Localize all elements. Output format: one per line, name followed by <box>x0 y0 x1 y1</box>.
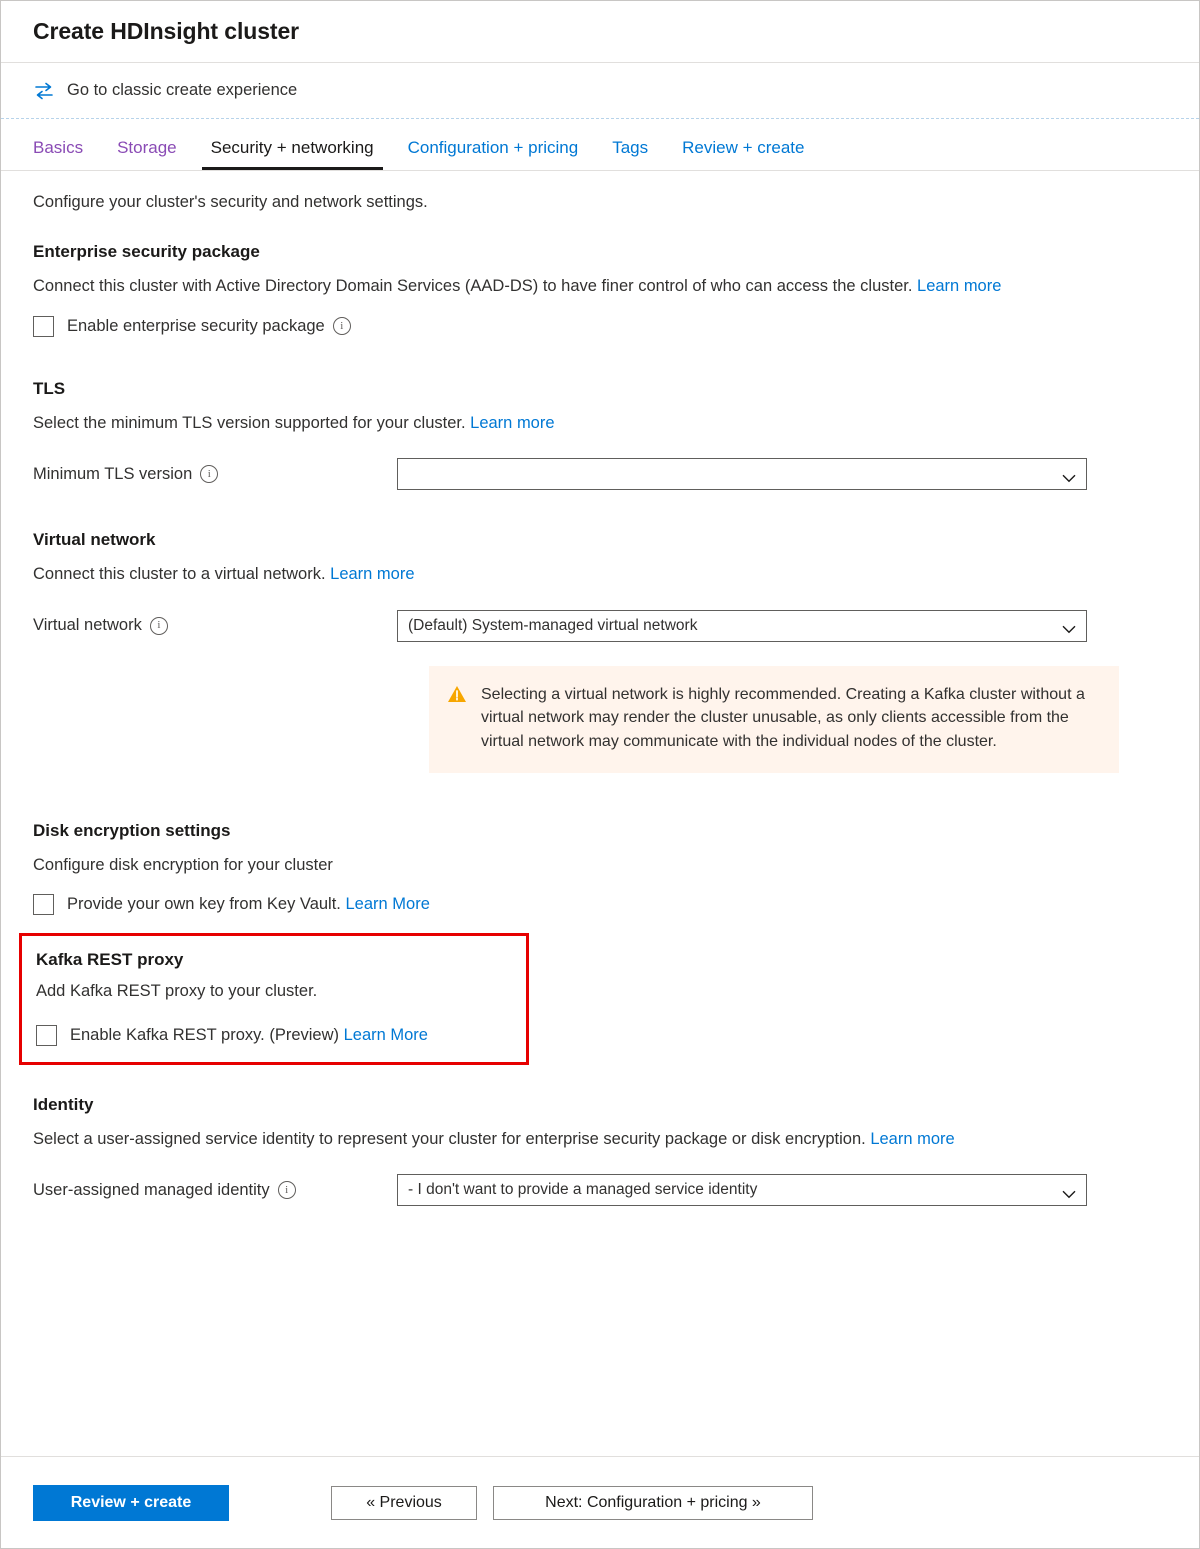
virtual-network-title: Virtual network <box>33 530 156 550</box>
virtual-network-warning <box>429 666 1119 773</box>
wizard-footer <box>1 1456 1199 1548</box>
provide-own-key-label-text: Provide your own key from Key Vault. <box>67 895 341 914</box>
disk-encryption-learn-more-link[interactable]: Learn More <box>345 895 430 914</box>
chevron-down-icon <box>1062 621 1076 630</box>
tls-title: TLS <box>33 378 66 398</box>
kafka-rest-proxy-learn-more-link[interactable]: Learn More <box>343 1025 428 1044</box>
info-icon[interactable]: i <box>150 617 168 635</box>
user-assigned-managed-identity-label-group <box>33 1181 397 1200</box>
provide-own-key-row[interactable] <box>33 894 1167 915</box>
identity-description <box>33 1127 1088 1153</box>
section-virtual-network <box>33 530 1167 773</box>
enterprise-security-learn-more-link[interactable]: Learn more <box>917 277 1002 295</box>
virtual-network-learn-more-link[interactable]: Learn more <box>330 565 415 584</box>
identity-description-text: Select a user-assigned service identity to represent your cluster for enterprise security package or disk encryption. <box>33 1129 866 1148</box>
classic-experience-row[interactable] <box>1 63 1199 119</box>
provide-own-key-label <box>67 895 430 914</box>
enable-kafka-rest-proxy-label-text: Enable Kafka REST proxy. (Preview) <box>70 1025 339 1044</box>
minimum-tls-version-select[interactable] <box>397 458 1087 490</box>
user-assigned-managed-identity-label: User-assigned managed identity <box>33 1180 270 1199</box>
tls-learn-more-link[interactable]: Learn more <box>470 413 555 432</box>
enterprise-security-description <box>33 274 1088 300</box>
minimum-tls-version-label: Minimum TLS version <box>33 464 193 483</box>
provide-own-key-checkbox[interactable] <box>33 894 54 915</box>
warning-icon <box>447 685 467 708</box>
tab-storage[interactable]: Storage <box>117 138 177 157</box>
section-enterprise-security-package <box>33 242 1167 337</box>
review-create-button[interactable]: Review + create <box>33 1485 229 1521</box>
enterprise-security-description-text: Connect this cluster with Active Directory Domain Services (AAD-DS) to have finer control of who can access the cluster. <box>33 277 913 295</box>
user-assigned-managed-identity-row <box>33 1174 1167 1206</box>
wizard-tabs <box>1 119 1199 171</box>
virtual-network-value: (Default) System-managed virtual network <box>408 616 698 634</box>
security-networking-form <box>1 171 1199 1471</box>
virtual-network-description-text: Connect this cluster to a virtual network. <box>33 565 326 584</box>
disk-encryption-description: Configure disk encryption for your cluster <box>33 855 333 874</box>
enable-kafka-rest-proxy-label <box>70 1026 428 1045</box>
enable-kafka-rest-proxy-checkbox[interactable] <box>36 1025 57 1046</box>
section-tls <box>33 379 1167 491</box>
disk-encryption-title: Disk encryption settings <box>33 820 231 840</box>
tab-review-create[interactable]: Review + create <box>682 138 805 157</box>
next-configuration-pricing-button[interactable]: Next: Configuration + pricing » <box>493 1486 813 1520</box>
section-identity <box>33 1095 1167 1207</box>
info-icon[interactable]: i <box>333 317 351 335</box>
tab-configuration-pricing[interactable]: Configuration + pricing <box>407 138 579 157</box>
enterprise-security-title: Enterprise security package <box>33 242 260 261</box>
virtual-network-select[interactable] <box>397 610 1087 642</box>
tab-tags[interactable]: Tags <box>612 138 649 157</box>
chevron-down-icon <box>1062 1186 1076 1195</box>
virtual-network-label-group <box>33 616 397 635</box>
kafka-rest-proxy-description: Add Kafka REST proxy to your cluster. <box>36 982 318 1001</box>
minimum-tls-version-label-group <box>33 465 397 484</box>
kafka-rest-proxy-title: Kafka REST proxy <box>36 950 184 970</box>
blade-titlebar <box>1 1 1199 63</box>
enable-enterprise-security-row[interactable] <box>33 316 1167 337</box>
previous-button[interactable]: « Previous <box>331 1486 477 1520</box>
minimum-tls-version-row <box>33 458 1167 490</box>
enable-kafka-rest-proxy-row[interactable] <box>36 1025 510 1046</box>
enable-enterprise-security-checkbox[interactable] <box>33 316 54 337</box>
virtual-network-label: Virtual network <box>33 616 142 635</box>
virtual-network-row <box>33 610 1167 642</box>
tab-basics[interactable]: Basics <box>33 138 84 157</box>
page-title: Create HDInsight cluster <box>33 18 299 44</box>
form-intro-text: Configure your cluster's security and network settings. <box>33 193 428 211</box>
chevron-down-icon <box>1062 470 1076 479</box>
enable-enterprise-security-label: Enable enterprise security package <box>67 316 325 335</box>
tab-security-networking[interactable]: Security + networking <box>194 138 391 170</box>
info-icon[interactable]: i <box>278 1181 296 1199</box>
section-disk-encryption <box>33 821 1167 916</box>
tls-description <box>33 411 1088 437</box>
tls-description-text: Select the minimum TLS version supported for your cluster. <box>33 413 466 432</box>
user-assigned-managed-identity-select[interactable] <box>397 1174 1087 1206</box>
info-icon[interactable]: i <box>200 465 218 483</box>
identity-learn-more-link[interactable]: Learn more <box>870 1129 955 1148</box>
identity-title: Identity <box>33 1094 94 1114</box>
section-kafka-rest-proxy <box>19 933 529 1065</box>
swap-icon <box>33 80 55 102</box>
virtual-network-description <box>33 562 1088 588</box>
user-assigned-managed-identity-value: - I don't want to provide a managed service identity <box>408 1181 758 1199</box>
classic-experience-label: Go to classic create experience <box>67 81 298 99</box>
virtual-network-warning-text: Selecting a virtual network is highly recommended. Creating a Kafka cluster without a virtual network may render the cluster unusable, as only clients accessible from the virtual network may communicate with the individual nodes of the cluster. <box>481 685 1085 751</box>
